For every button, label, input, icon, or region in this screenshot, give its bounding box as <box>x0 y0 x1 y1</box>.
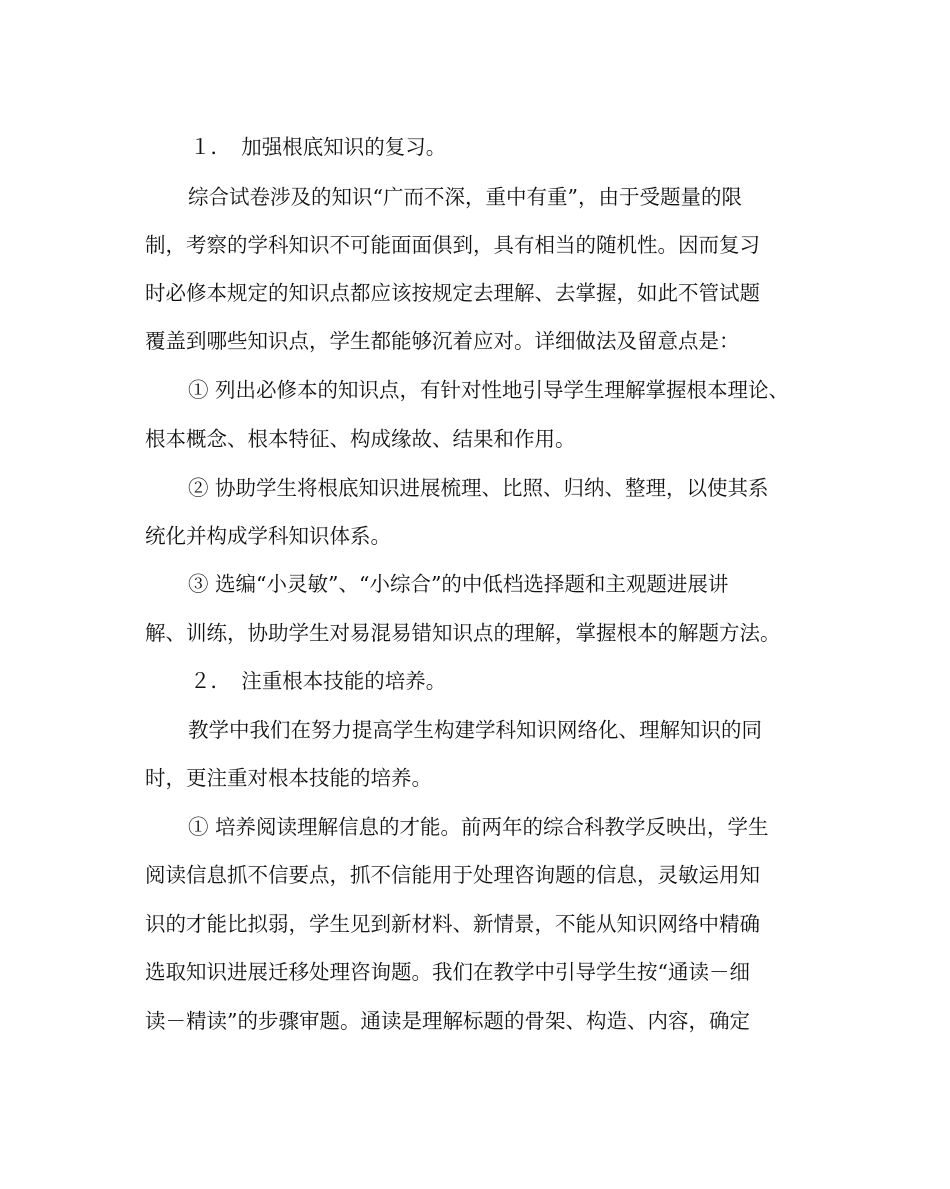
heading-1: １． 加强根底知识的复习。 <box>190 135 447 159</box>
list-item-line: ① 列出必修本的知识点，有针对性地引导学生理解掌握根本理论、 <box>188 378 790 402</box>
paragraph-line: 时，更注重对根本技能的培养。 <box>145 766 432 790</box>
paragraph-line: 制，考察的学科知识不可能面面俱到，具有相当的随机性。因而复习 <box>145 233 760 257</box>
paragraph-line: 读－精读”的步骤审题。通读是理解标题的骨架、构造、内容，确定 <box>145 1009 750 1033</box>
paragraph-line: 识的才能比拟弱，学生见到新材料、新情景，不能从知识网络中精确 <box>145 912 760 936</box>
paragraph-line: 覆盖到哪些知识点，学生都能够沉着应对。详细做法及留意点是： <box>145 329 740 353</box>
paragraph-line: 统化并构成学科知识体系。 <box>145 524 391 548</box>
paragraph-line: 时必修本规定的知识点都应该按规定去理解、去掌握，如此不管试题 <box>145 281 760 305</box>
list-item-line: ① 培养阅读理解信息的才能。前两年的综合科教学反映出，学生 <box>188 815 769 839</box>
list-item-line: ③ 选编“小灵敏”、“小综合”的中低档选择题和主观题进展讲 <box>188 572 729 596</box>
paragraph-line: 选取知识进展迁移处理咨询题。我们在教学中引导学生按“通读－细 <box>145 960 750 984</box>
paragraph-line: 综合试卷涉及的知识“广而不深，重中有重”，由于受题量的限 <box>188 185 742 209</box>
paragraph-line: 阅读信息抓不信要点，抓不信能用于处理咨询题的信息，灵敏运用知 <box>145 863 760 887</box>
heading-2: ２． 注重根本技能的培养。 <box>190 669 447 693</box>
list-item-line: ② 协助学生将根底知识进展梳理、比照、归纳、整理，以使其系 <box>188 476 769 500</box>
paragraph-line: 根本概念、根本特征、构成缘故、结果和作用。 <box>145 427 576 451</box>
paragraph-line: 教学中我们在努力提高学生构建学科知识网络化、理解知识的同 <box>188 718 762 742</box>
paragraph-line: 解、训练，协助学生对易混易错知识点的理解，掌握根本的解题方法。 <box>145 621 781 645</box>
